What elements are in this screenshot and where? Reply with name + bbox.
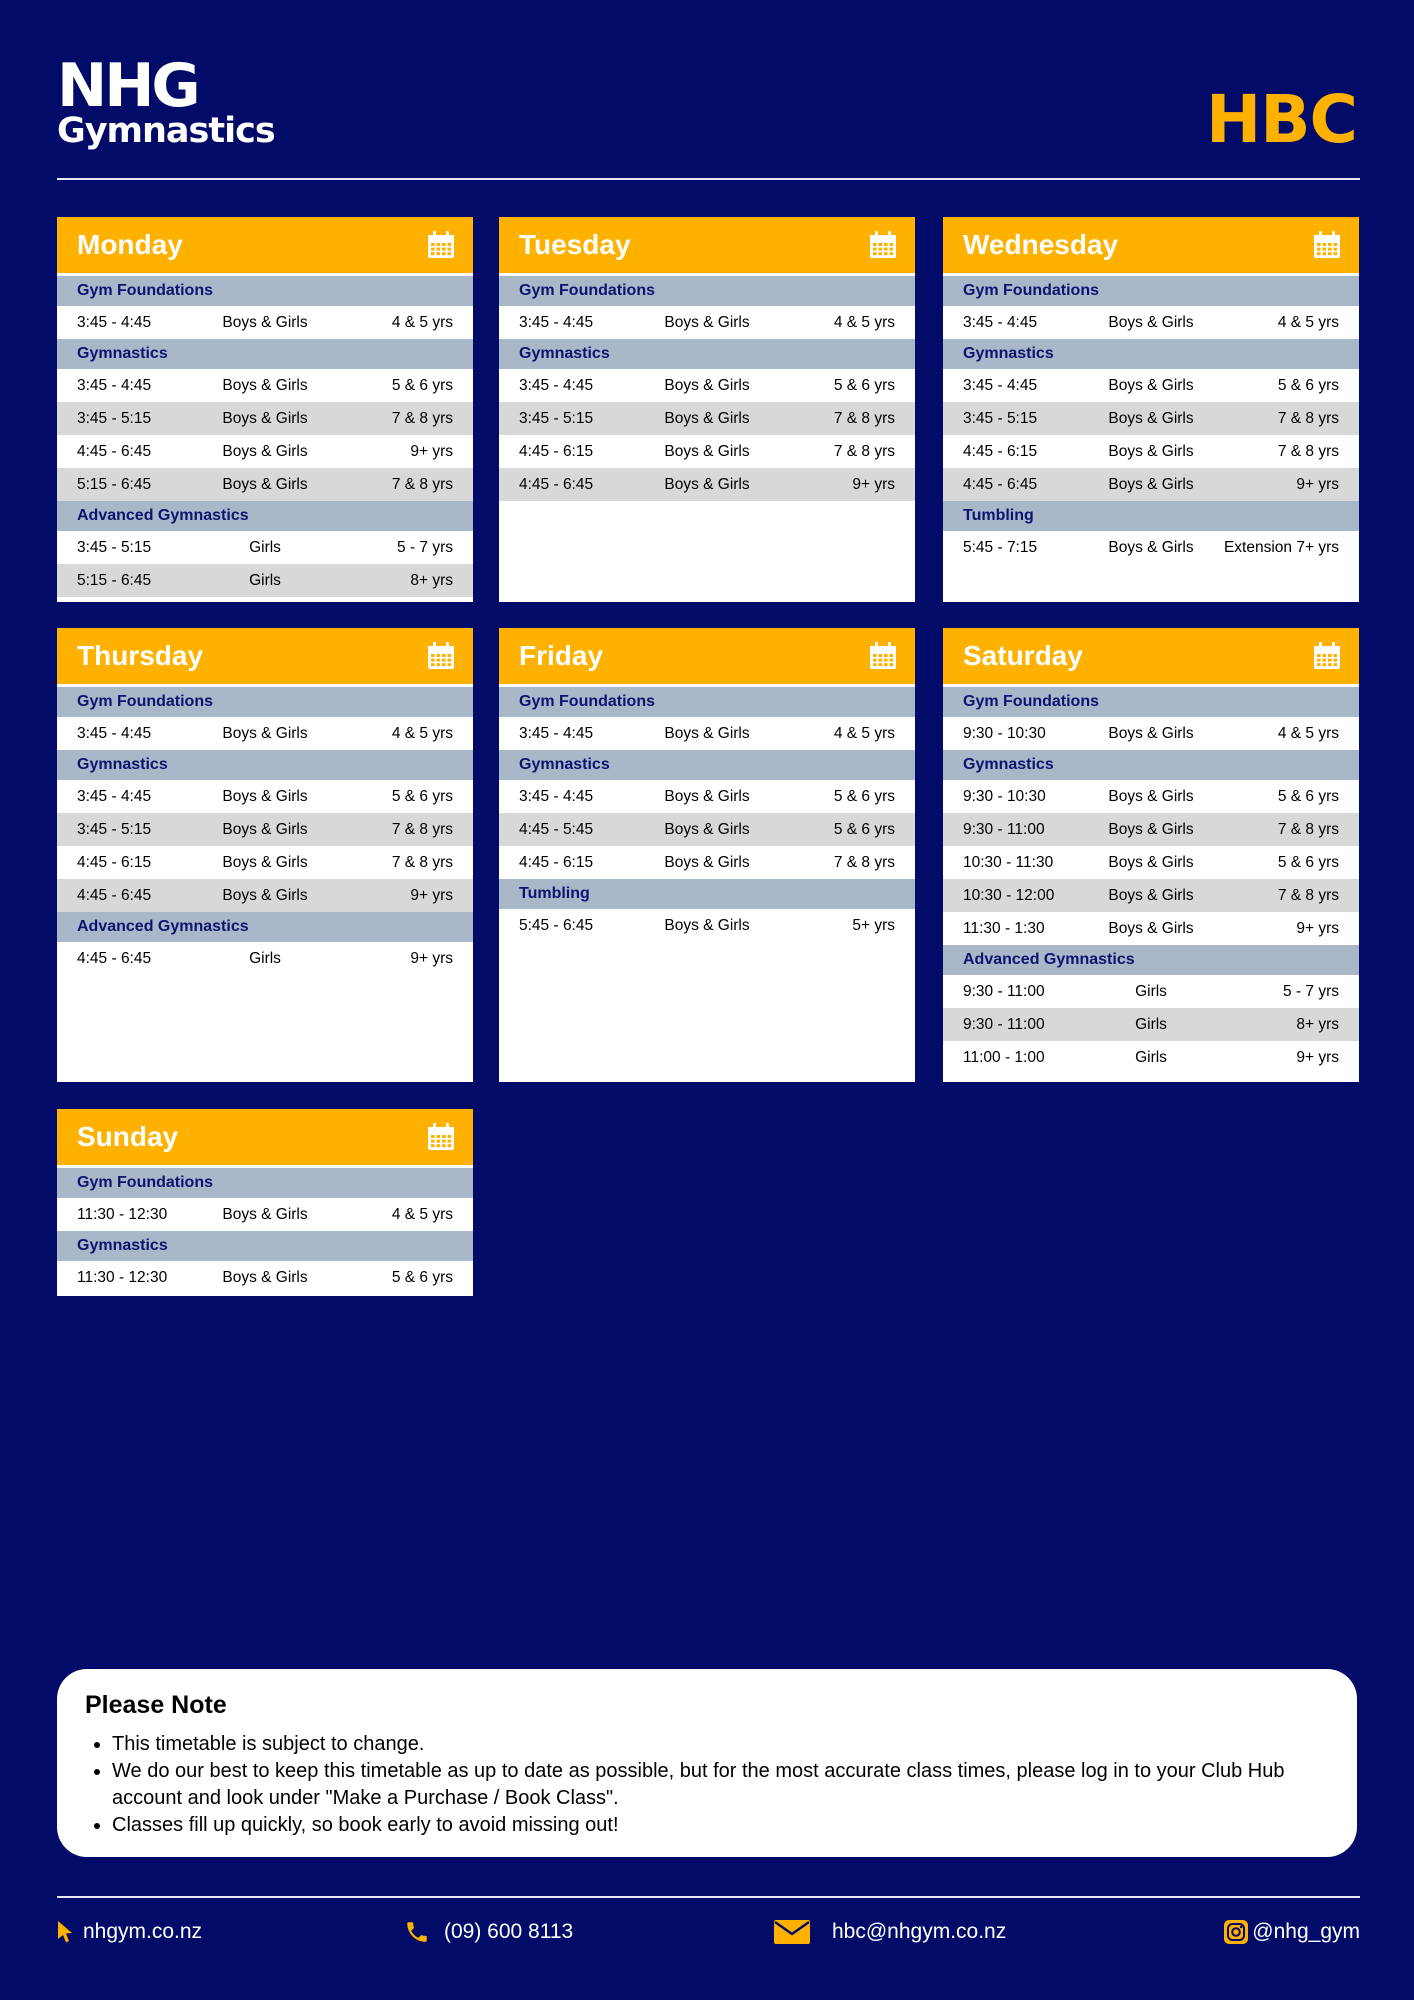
class-row bbox=[499, 717, 915, 750]
class-age: 4 & 5 yrs bbox=[833, 724, 895, 742]
class-time: 4:45 - 6:45 bbox=[963, 475, 1038, 493]
class-time: 3:45 - 5:15 bbox=[77, 538, 152, 556]
class-age: 9+ yrs bbox=[410, 949, 453, 967]
day-card-saturday bbox=[943, 628, 1359, 1082]
class-row bbox=[943, 435, 1359, 468]
website-text: nhgym.co.nz bbox=[83, 1920, 203, 1943]
class-group: Boys & Girls bbox=[664, 313, 750, 331]
note-item: • Classes fill up quickly, so book early to avoid missing out! bbox=[112, 1812, 1329, 1839]
class-category: Gym Foundations bbox=[57, 1168, 473, 1198]
class-age: 7 & 8 yrs bbox=[833, 409, 895, 427]
class-time: 4:45 - 6:15 bbox=[519, 442, 594, 460]
note-item: • We do our best to keep this timetable as up to date as possible, but for the most accurate class times, please log in to your Club Hub account and look under "Make a Purchase / Book Class". bbox=[112, 1758, 1329, 1812]
class-row bbox=[499, 780, 915, 813]
class-time: 3:45 - 4:45 bbox=[519, 376, 594, 394]
nhg-logo bbox=[57, 51, 275, 151]
day-title: Friday bbox=[519, 640, 604, 671]
class-group: Boys & Girls bbox=[222, 409, 308, 427]
class-group: Boys & Girls bbox=[222, 853, 308, 871]
class-group: Girls bbox=[249, 949, 281, 967]
class-age: 5+ yrs bbox=[852, 916, 895, 934]
calendar-icon bbox=[1313, 231, 1341, 259]
class-row bbox=[57, 879, 473, 912]
day-header bbox=[57, 628, 473, 687]
class-time: 4:45 - 6:15 bbox=[77, 853, 152, 871]
day-title: Sunday bbox=[77, 1121, 179, 1152]
class-time: 4:45 - 6:15 bbox=[519, 853, 594, 871]
location-title: HBC bbox=[1206, 81, 1357, 158]
class-row bbox=[943, 879, 1359, 912]
email-text: hbc@nhgym.co.nz bbox=[832, 1920, 1007, 1943]
class-group: Boys & Girls bbox=[664, 724, 750, 742]
class-age: 7 & 8 yrs bbox=[1277, 820, 1339, 838]
class-row bbox=[57, 402, 473, 435]
email-link[interactable] bbox=[774, 1916, 1006, 1948]
calendar-icon bbox=[427, 642, 455, 670]
class-group: Boys & Girls bbox=[1108, 376, 1194, 394]
class-group: Boys & Girls bbox=[664, 409, 750, 427]
class-group: Boys & Girls bbox=[1108, 313, 1194, 331]
class-group: Boys & Girls bbox=[664, 916, 750, 934]
class-row bbox=[57, 306, 473, 339]
class-row bbox=[57, 564, 473, 597]
class-group: Boys & Girls bbox=[664, 376, 750, 394]
class-age: 7 & 8 yrs bbox=[833, 853, 895, 871]
class-age: 4 & 5 yrs bbox=[391, 724, 453, 742]
class-group: Boys & Girls bbox=[222, 886, 308, 904]
class-category: Gymnastics bbox=[57, 1231, 473, 1261]
mail-icon bbox=[774, 1920, 810, 1944]
class-group: Boys & Girls bbox=[664, 442, 750, 460]
class-row bbox=[943, 912, 1359, 945]
day-card-tuesday bbox=[499, 217, 915, 602]
class-group: Boys & Girls bbox=[1108, 787, 1194, 805]
note-item: • This timetable is subject to change. bbox=[112, 1731, 1329, 1758]
instagram-icon bbox=[1224, 1920, 1248, 1944]
class-time: 4:45 - 6:45 bbox=[77, 949, 152, 967]
class-category: Gym Foundations bbox=[499, 276, 915, 306]
phone-icon bbox=[404, 1919, 430, 1945]
class-row bbox=[57, 1198, 473, 1231]
calendar-icon bbox=[1313, 642, 1341, 670]
class-time: 3:45 - 4:45 bbox=[519, 724, 594, 742]
class-category: Gym Foundations bbox=[943, 276, 1359, 306]
class-row bbox=[57, 531, 473, 564]
class-row bbox=[499, 813, 915, 846]
class-time: 5:15 - 6:45 bbox=[77, 571, 152, 589]
class-category: Gym Foundations bbox=[57, 687, 473, 717]
class-time: 11:30 - 12:30 bbox=[77, 1205, 168, 1223]
class-row bbox=[499, 435, 915, 468]
class-category: Advanced Gymnastics bbox=[943, 945, 1359, 975]
day-title: Monday bbox=[77, 229, 183, 260]
class-age: 7 & 8 yrs bbox=[391, 409, 453, 427]
class-age: 9+ yrs bbox=[1296, 475, 1339, 493]
class-category: Gymnastics bbox=[499, 750, 915, 780]
class-row bbox=[943, 306, 1359, 339]
class-row bbox=[499, 306, 915, 339]
class-group: Boys & Girls bbox=[222, 1268, 308, 1286]
class-time: 10:30 - 11:30 bbox=[963, 853, 1054, 871]
class-category: Gymnastics bbox=[943, 750, 1359, 780]
class-category: Gym Foundations bbox=[499, 687, 915, 717]
class-age: 9+ yrs bbox=[410, 442, 453, 460]
class-group: Boys & Girls bbox=[1108, 853, 1194, 871]
day-header bbox=[499, 628, 915, 687]
class-age: 7 & 8 yrs bbox=[1277, 409, 1339, 427]
class-group: Boys & Girls bbox=[1108, 442, 1194, 460]
class-time: 3:45 - 5:15 bbox=[963, 409, 1038, 427]
class-category: Gym Foundations bbox=[943, 687, 1359, 717]
class-time: 3:45 - 4:45 bbox=[519, 313, 594, 331]
class-age: 4 & 5 yrs bbox=[391, 1205, 453, 1223]
class-time: 9:30 - 10:30 bbox=[963, 724, 1046, 742]
class-time: 4:45 - 6:45 bbox=[77, 442, 152, 460]
class-group: Boys & Girls bbox=[664, 853, 750, 871]
class-time: 3:45 - 4:45 bbox=[77, 724, 152, 742]
class-row bbox=[943, 846, 1359, 879]
class-time: 3:45 - 4:45 bbox=[519, 787, 594, 805]
class-time: 5:15 - 6:45 bbox=[77, 475, 152, 493]
class-age: 5 & 6 yrs bbox=[1277, 376, 1339, 394]
class-category: Gymnastics bbox=[57, 339, 473, 369]
phone-link[interactable] bbox=[404, 1916, 573, 1948]
class-age: 8+ yrs bbox=[410, 571, 453, 589]
class-row bbox=[499, 909, 915, 942]
instagram-link[interactable] bbox=[1224, 1916, 1360, 1948]
class-group: Girls bbox=[1135, 982, 1167, 1000]
class-time: 3:45 - 5:15 bbox=[77, 820, 152, 838]
class-row bbox=[57, 846, 473, 879]
instagram-text: @nhg_gym bbox=[1252, 1920, 1360, 1943]
class-row bbox=[57, 468, 473, 501]
calendar-icon bbox=[427, 231, 455, 259]
class-group: Boys & Girls bbox=[1108, 724, 1194, 742]
cursor-icon bbox=[57, 1920, 73, 1944]
class-row bbox=[57, 942, 473, 975]
class-age: 5 - 7 yrs bbox=[1283, 982, 1339, 1000]
class-time: 4:45 - 5:45 bbox=[519, 820, 594, 838]
class-time: 5:45 - 6:45 bbox=[519, 916, 594, 934]
class-time: 11:30 - 12:30 bbox=[77, 1268, 168, 1286]
class-age: 8+ yrs bbox=[1296, 1015, 1339, 1033]
class-group: Boys & Girls bbox=[222, 787, 308, 805]
class-age: 4 & 5 yrs bbox=[1277, 724, 1339, 742]
class-age: 5 & 6 yrs bbox=[391, 376, 453, 394]
note-box bbox=[57, 1669, 1357, 1857]
class-time: 10:30 - 12:00 bbox=[963, 886, 1055, 904]
class-age: 5 & 6 yrs bbox=[1277, 787, 1339, 805]
class-group: Boys & Girls bbox=[222, 313, 308, 331]
class-age: 9+ yrs bbox=[1296, 1048, 1339, 1066]
class-group: Girls bbox=[1135, 1015, 1167, 1033]
class-group: Boys & Girls bbox=[1108, 538, 1194, 556]
class-group: Boys & Girls bbox=[222, 724, 308, 742]
class-row bbox=[57, 717, 473, 750]
class-time: 9:30 - 11:00 bbox=[963, 820, 1045, 838]
class-age: 5 & 6 yrs bbox=[833, 787, 895, 805]
class-group: Boys & Girls bbox=[1108, 475, 1194, 493]
class-age: 5 & 6 yrs bbox=[1277, 853, 1339, 871]
day-header bbox=[57, 217, 473, 276]
class-row bbox=[57, 813, 473, 846]
class-age: 5 & 6 yrs bbox=[833, 820, 895, 838]
class-group: Boys & Girls bbox=[1108, 886, 1194, 904]
calendar-icon bbox=[869, 231, 897, 259]
class-age: 7 & 8 yrs bbox=[391, 820, 453, 838]
class-row bbox=[943, 402, 1359, 435]
day-header bbox=[499, 217, 915, 276]
day-title: Saturday bbox=[963, 640, 1083, 671]
day-card-wednesday bbox=[943, 217, 1359, 602]
class-row bbox=[499, 369, 915, 402]
day-card-friday bbox=[499, 628, 915, 1082]
phone-text: (09) 600 8113 bbox=[444, 1920, 574, 1943]
class-row bbox=[57, 435, 473, 468]
class-age: 7 & 8 yrs bbox=[391, 475, 453, 493]
class-category: Gym Foundations bbox=[57, 276, 473, 306]
class-time: 11:00 - 1:00 bbox=[963, 1048, 1045, 1066]
class-group: Boys & Girls bbox=[222, 475, 308, 493]
footer bbox=[57, 1916, 1360, 1948]
day-card-sunday bbox=[57, 1109, 473, 1296]
calendar-icon bbox=[427, 1123, 455, 1151]
class-time: 3:45 - 5:15 bbox=[77, 409, 152, 427]
class-group: Boys & Girls bbox=[664, 820, 750, 838]
class-group: Boys & Girls bbox=[1108, 919, 1194, 937]
class-age: 4 & 5 yrs bbox=[833, 313, 895, 331]
class-row bbox=[943, 780, 1359, 813]
website-link[interactable] bbox=[57, 1916, 202, 1948]
class-row bbox=[57, 1261, 473, 1294]
day-header bbox=[943, 628, 1359, 687]
note-title: Please Note bbox=[85, 1691, 227, 1719]
day-title: Thursday bbox=[77, 640, 204, 671]
class-age: 7 & 8 yrs bbox=[833, 442, 895, 460]
class-category: Tumbling bbox=[943, 501, 1359, 531]
day-title: Wednesday bbox=[963, 229, 1119, 260]
calendar-icon bbox=[869, 642, 897, 670]
class-time: 5:45 - 7:15 bbox=[963, 538, 1038, 556]
class-category: Gymnastics bbox=[57, 750, 473, 780]
class-category: Gymnastics bbox=[499, 339, 915, 369]
class-row bbox=[499, 468, 915, 501]
class-row bbox=[943, 531, 1359, 564]
class-time: 3:45 - 5:15 bbox=[519, 409, 594, 427]
note-list bbox=[85, 1731, 1329, 1839]
class-age: 7 & 8 yrs bbox=[1277, 886, 1339, 904]
class-row bbox=[943, 1008, 1359, 1041]
class-row bbox=[943, 1041, 1359, 1074]
class-age: 7 & 8 yrs bbox=[1277, 442, 1339, 460]
class-category: Gymnastics bbox=[943, 339, 1359, 369]
class-row bbox=[943, 369, 1359, 402]
class-row bbox=[499, 402, 915, 435]
class-group: Boys & Girls bbox=[222, 376, 308, 394]
class-category: Advanced Gymnastics bbox=[57, 912, 473, 942]
class-age: 5 - 7 yrs bbox=[397, 538, 453, 556]
class-time: 9:30 - 11:00 bbox=[963, 982, 1045, 1000]
class-time: 4:45 - 6:45 bbox=[519, 475, 594, 493]
class-age: 5 & 6 yrs bbox=[833, 376, 895, 394]
class-row bbox=[943, 717, 1359, 750]
class-age: 7 & 8 yrs bbox=[391, 853, 453, 871]
day-header bbox=[943, 217, 1359, 276]
class-time: 4:45 - 6:15 bbox=[963, 442, 1038, 460]
class-row bbox=[57, 780, 473, 813]
class-time: 3:45 - 4:45 bbox=[963, 313, 1038, 331]
class-row bbox=[943, 468, 1359, 501]
class-row bbox=[943, 813, 1359, 846]
class-group: Boys & Girls bbox=[1108, 820, 1194, 838]
class-group: Girls bbox=[249, 571, 281, 589]
class-group: Boys & Girls bbox=[222, 442, 308, 460]
class-category: Advanced Gymnastics bbox=[57, 501, 473, 531]
class-age: 5 & 6 yrs bbox=[391, 1268, 453, 1286]
class-age: 9+ yrs bbox=[1296, 919, 1339, 937]
header-divider bbox=[57, 178, 1360, 180]
logo-line-1: NHG bbox=[57, 51, 198, 121]
class-time: 3:45 - 4:45 bbox=[77, 313, 152, 331]
class-group: Boys & Girls bbox=[222, 820, 308, 838]
class-group: Boys & Girls bbox=[1108, 409, 1194, 427]
day-card-thursday bbox=[57, 628, 473, 1082]
class-age: 9+ yrs bbox=[410, 886, 453, 904]
day-header bbox=[57, 1109, 473, 1168]
day-title: Tuesday bbox=[519, 229, 631, 260]
class-age: 5 & 6 yrs bbox=[391, 787, 453, 805]
logo-line-2: Gymnastics bbox=[57, 111, 275, 151]
class-age: 4 & 5 yrs bbox=[391, 313, 453, 331]
class-row bbox=[943, 975, 1359, 1008]
day-card-monday bbox=[57, 217, 473, 602]
class-time: 3:45 - 4:45 bbox=[77, 787, 152, 805]
footer-divider bbox=[57, 1896, 1360, 1898]
class-category: Tumbling bbox=[499, 879, 915, 909]
class-time: 3:45 - 4:45 bbox=[77, 376, 152, 394]
class-group: Girls bbox=[1135, 1048, 1167, 1066]
class-group: Boys & Girls bbox=[664, 475, 750, 493]
class-group: Girls bbox=[249, 538, 281, 556]
class-age: 4 & 5 yrs bbox=[1277, 313, 1339, 331]
class-time: 3:45 - 4:45 bbox=[963, 376, 1038, 394]
class-age: Extension 7+ yrs bbox=[1223, 538, 1339, 556]
class-time: 9:30 - 10:30 bbox=[963, 787, 1046, 805]
class-age: 9+ yrs bbox=[852, 475, 895, 493]
class-time: 9:30 - 11:00 bbox=[963, 1015, 1045, 1033]
class-row bbox=[499, 846, 915, 879]
class-row bbox=[57, 369, 473, 402]
class-group: Boys & Girls bbox=[664, 787, 750, 805]
class-time: 11:30 - 1:30 bbox=[963, 919, 1045, 937]
class-group: Boys & Girls bbox=[222, 1205, 308, 1223]
class-time: 4:45 - 6:45 bbox=[77, 886, 152, 904]
